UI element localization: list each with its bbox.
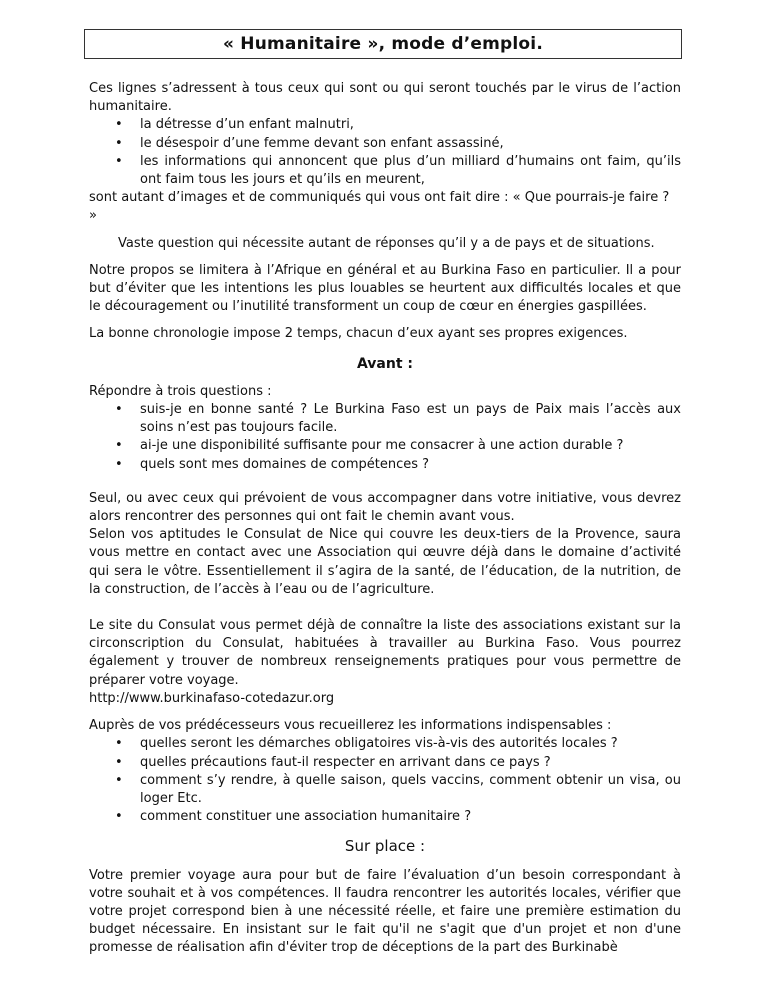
- list-item: • quelles précautions faut-il respecter en arrivant dans ce pays ?: [89, 754, 681, 772]
- list-item: • les informations qui annoncent que plus d’un milliard d’humains ont faim, qu’ils ont faim tous les jours et qu’ils en meurent,: [115, 153, 681, 188]
- document-body: [89, 80, 681, 958]
- list-item: • comment constituer une association humanitaire ?: [89, 808, 681, 826]
- avant-paragraph-2: Selon vos aptitudes le Consulat de Nice qui couvre les deux-tiers de la Provence, saura vous mettre en contact avec une Association qui œuvre déjà dans le domaine d’activité qui sera le vôtre. Essentiellement il s’agira de la santé, de l’éducation, de la nutrition, de la construction, de l’accès à l’eau ou de l’agriculture.: [89, 527, 681, 597]
- propos-paragraph: Notre propos se limitera à l’Afrique en général et au Burkina Faso en particulier. Il a pour but d’éviter que les intentions les plus louables se heurtent aux difficultés locales et que le découragement ou l’inutilité transforment un coup de cœur en énergies gaspillées.: [89, 262, 681, 315]
- avant-info-list: [89, 735, 681, 826]
- question-paragraph: Vaste question qui nécessite autant de réponses qu’il y a de pays et de situations.: [118, 235, 655, 251]
- list-item: • ai-je une disponibilité suffisante pour me consacrer à une action durable ?: [89, 437, 681, 455]
- avant-paragraph-3: Le site du Consulat vous permet déjà de connaître la liste des associations existant sur la circonscription du Consulat, habituées à travailler au Burkina Faso. Vous pourrez également y trouver de nombreux renseignements pratiques pour vous permettre de préparer votre voyage.: [89, 618, 681, 688]
- list-item: • suis-je en bonne santé ? Le Burkina Faso est un pays de Paix mais l’accès aux soins n’est pas toujours facile.: [115, 402, 681, 436]
- avant-paragraph-1: Seul, ou avec ceux qui prévoient de vous accompagner dans votre initiative, vous devrez alors rencontrer des personnes qui ont fait le chemin avant vous.: [89, 490, 681, 525]
- sur-place-paragraph: Votre premier voyage aura pour but de faire l’évaluation d’un besoin correspondant à votre souhait et à vos compétences. Il faudra rencontrer les autorités locales, vérifier que votre projet correspond bien à une nécessité réelle, et faire une première estimation du budget nécessaire. En insistant sur le fait qu'il ne s'agit que d'un projet et non d'une promesse de réalisation afin d'éviter trop de déceptions de la part des Burkinabè: [89, 867, 681, 956]
- bullet-icon: •: [115, 754, 123, 770]
- list-item: • quels sont mes domaines de compétences ?: [89, 456, 681, 474]
- bullet-icon: •: [115, 736, 123, 752]
- list-item: • la détresse d’un enfant malnutri,: [89, 116, 681, 134]
- avant-lead: Répondre à trois questions :: [89, 383, 272, 399]
- intro-lead: Ces lignes s’adressent à tous ceux qui sont ou qui seront touchés par le virus de l’action humanitaire.: [89, 81, 681, 115]
- bullet-icon: •: [115, 135, 123, 151]
- list-item: • le désespoir d’une femme devant son enfant assassiné,: [89, 135, 681, 153]
- bullet-icon: •: [115, 438, 123, 454]
- bullet-icon: •: [115, 402, 123, 418]
- intro-list: [89, 116, 681, 189]
- bullet-icon: •: [115, 153, 123, 169]
- list-item: • comment s’y rendre, à quelle saison, quels vaccins, comment obtenir un visa, ou loger Etc.: [115, 772, 681, 806]
- avant-questions-list: [89, 401, 681, 474]
- section-heading-avant: Avant :: [356, 355, 414, 372]
- section-heading-sur-place: Sur place :: [344, 837, 426, 856]
- bullet-icon: •: [115, 117, 123, 133]
- consulate-url-link[interactable]: http://www.burkinafaso-cotedazur.org: [89, 690, 335, 706]
- bullet-icon: •: [115, 772, 123, 788]
- intro-tail: sont autant d’images et de communiqués qui vous ont fait dire : « Que pourrais-je faire ? »: [89, 190, 670, 224]
- page-title: « Humanitaire », mode d’emploi.: [84, 29, 682, 59]
- bullet-icon: •: [115, 456, 123, 472]
- bullet-icon: •: [115, 809, 123, 825]
- list-item: • quelles seront les démarches obligatoires vis-à-vis des autorités locales ?: [89, 735, 681, 753]
- avant-lead-2: Auprès de vos prédécesseurs vous recueillerez les informations indispensables :: [89, 718, 612, 734]
- chronologie-paragraph: La bonne chronologie impose 2 temps, chacun d’eux ayant ses propres exigences.: [89, 326, 628, 342]
